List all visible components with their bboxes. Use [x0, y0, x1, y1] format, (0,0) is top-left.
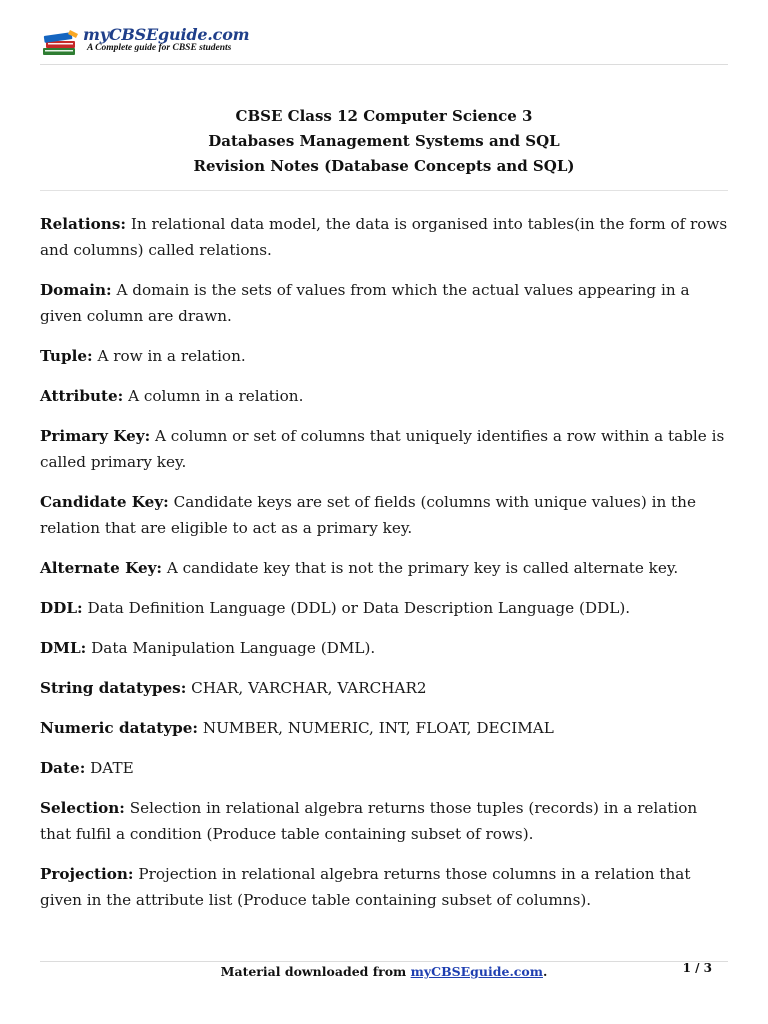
note-text: Projection in relational algebra returns those columns in a relation that given in the attribute list (Produce table containing subset of columns).	[40, 865, 691, 909]
note-alternate-key	[40, 555, 728, 581]
note-term: Projection:	[40, 865, 134, 883]
note-string-datatypes	[40, 675, 728, 701]
note-tuple	[40, 343, 728, 369]
note-text: Data Manipulation Language (DML).	[91, 639, 376, 657]
note-term: Primary Key:	[40, 427, 151, 445]
site-logo[interactable]	[40, 26, 249, 60]
note-text: A column or set of columns that uniquely identifies a row within a table is called primary key.	[40, 427, 725, 471]
note-text: A candidate key that is not the primary key is called alternate key.	[166, 559, 679, 577]
note-term: Date:	[40, 759, 86, 777]
title-line-1: CBSE Class 12 Computer Science 3	[235, 107, 533, 125]
note-term: Selection:	[40, 799, 125, 817]
note-term: DDL:	[40, 599, 83, 617]
note-term: Alternate Key:	[40, 559, 163, 577]
note-relations	[40, 211, 728, 263]
note-term: Relations:	[40, 215, 127, 233]
note-term: Candidate Key:	[40, 493, 169, 511]
note-text: Candidate keys are set of fields (columns with unique values) in the relation that are eligible to act as a primary key.	[40, 493, 696, 537]
note-text: Data Definition Language (DDL) or Data Description Language (DDL).	[87, 599, 631, 617]
books-logo-icon	[40, 28, 80, 58]
brand-name: myCBSEguide.com	[83, 25, 250, 44]
document-title	[40, 104, 728, 191]
note-term: Tuple:	[40, 347, 93, 365]
note-text: DATE	[90, 759, 134, 777]
note-ddl	[40, 595, 728, 621]
title-line-3: Revision Notes (Database Concepts and SQL)	[193, 157, 575, 175]
note-text: A domain is the sets of values from which the actual values appearing in a given column are drawn.	[40, 281, 690, 325]
note-term: Domain:	[40, 281, 112, 299]
note-dml	[40, 635, 728, 661]
note-text: Selection in relational algebra returns those tuples (records) in a relation that fulfil a condition (Produce table containing subset of rows).	[40, 799, 698, 843]
note-projection	[40, 861, 728, 913]
logo-text	[83, 26, 249, 54]
note-selection	[40, 795, 728, 847]
page-number: 1 / 3	[682, 961, 712, 975]
note-text: A row in a relation.	[97, 347, 246, 365]
note-candidate-key	[40, 489, 728, 541]
title-line-2: Databases Management Systems and SQL	[208, 132, 560, 150]
brand-tagline: A Complete guide for CBSE students	[87, 43, 232, 53]
note-text: A column in a relation.	[128, 387, 304, 405]
footer-suffix: .	[542, 964, 548, 979]
page-header	[40, 26, 728, 65]
footer-link[interactable]: myCBSEguide.com	[410, 964, 543, 979]
note-numeric-datatype	[40, 715, 728, 741]
footer-prefix: Material downloaded from	[220, 964, 411, 979]
note-primary-key	[40, 423, 728, 475]
note-term: Numeric datatype:	[40, 719, 199, 737]
footer-credit	[40, 964, 728, 979]
note-text: NUMBER, NUMERIC, INT, FLOAT, DECIMAL	[202, 719, 554, 737]
page-footer	[40, 961, 728, 992]
note-domain	[40, 277, 728, 329]
note-term: Attribute:	[40, 387, 124, 405]
note-term: DML:	[40, 639, 87, 657]
note-attribute	[40, 383, 728, 409]
note-date	[40, 755, 728, 781]
notes-content	[40, 211, 728, 927]
note-text: CHAR, VARCHAR, VARCHAR2	[191, 679, 427, 697]
note-text: In relational data model, the data is organised into tables(in the form of rows and columns) called relations.	[40, 215, 728, 259]
note-term: String datatypes:	[40, 679, 187, 697]
